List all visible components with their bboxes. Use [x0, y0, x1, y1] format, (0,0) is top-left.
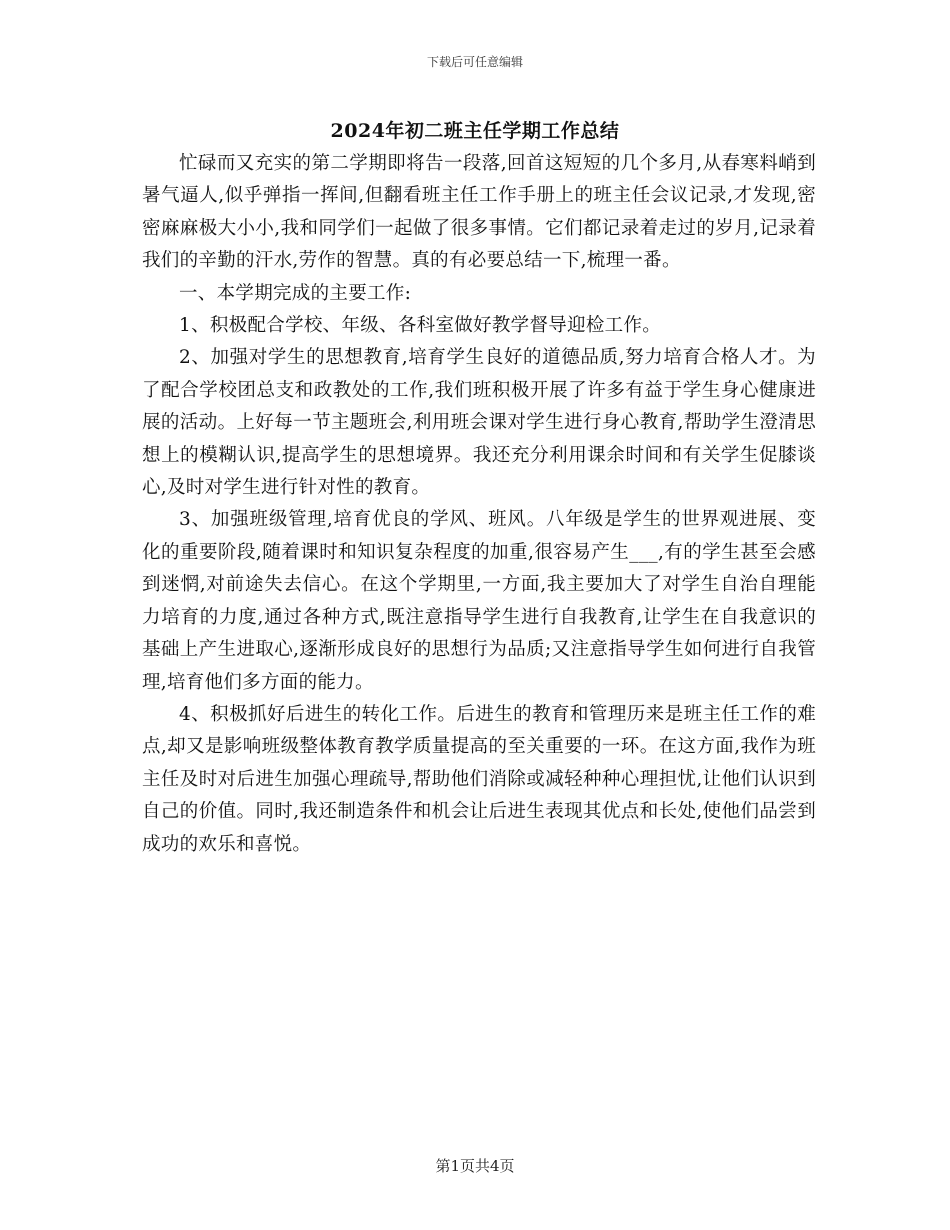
document-title: 2024年初二班主任学期工作总结 — [330, 120, 620, 142]
page-number: 第1页共4页 — [435, 1157, 515, 1175]
header-note: 下载后可任意编辑 — [426, 55, 523, 69]
document-body — [142, 148, 816, 861]
paragraph-item-2: 2、加强对学生的思想教育,培育学生良好的道德品质,努力培育合格人才。为了配合学校团总支和政教处的工作,我们班积极开展了许多有益于学生身心健康进展的活动。上好每一节主题班会,利用班会课对学生进行身心教育,帮助学生澄清思想上的模糊认识,提高学生的思想境界。我还充分利用课余时间和有关学生促膝谈心,及时对学生进行针对性的教育。 — [142, 347, 816, 499]
paragraph-section-heading: 一、本学期完成的主要工作: — [179, 282, 412, 304]
paragraph-item-3: 3、加强班级管理,培育优良的学风、班风。八年级是学生的世界观进展、变化的重要阶段,随着课时和知识复杂程度的加重,很容易产生___,有的学生甚至会感到迷惘,对前途失去信心。在这个学期里,一方面,我主要加大了对学生自治自理能力培育的力度,通过各种方式,既注意指导学生进行自我教育,让学生在自我意识的基础上产生进取心,逐渐形成良好的思想行为品质;又注意指导学生如何进行自我管理,培育他们多方面的能力。 — [142, 509, 816, 693]
paragraph-item-4: 4、积极抓好后进生的转化工作。后进生的教育和管理历来是班主任工作的难点,却又是影响班级整体教育教学质量提高的至关重要的一环。在这方面,我作为班主任及时对后进生加强心理疏导,帮助他们消除或减轻种种心理担忧,让他们认识到自己的价值。同时,我还制造条件和机会让后进生表现其优点和长处,使他们品尝到成功的欢乐和喜悦。 — [142, 703, 816, 855]
paragraph-intro: 忙碌而又充实的第二学期即将告一段落,回首这短短的几个多月,从春寒料峭到暑气逼人,似乎弹指一挥间,但翻看班主任工作手册上的班主任会议记录,才发现,密密麻麻极大小小,我和同学们一起做了很多事情。它们都记录着走过的岁月,记录着我们的辛勤的汗水,劳作的智慧。真的有必要总结一下,梳理一番。 — [142, 153, 816, 272]
paragraph-item-1: 1、积极配合学校、年级、各科室做好教学督导迎检工作。 — [179, 315, 662, 337]
